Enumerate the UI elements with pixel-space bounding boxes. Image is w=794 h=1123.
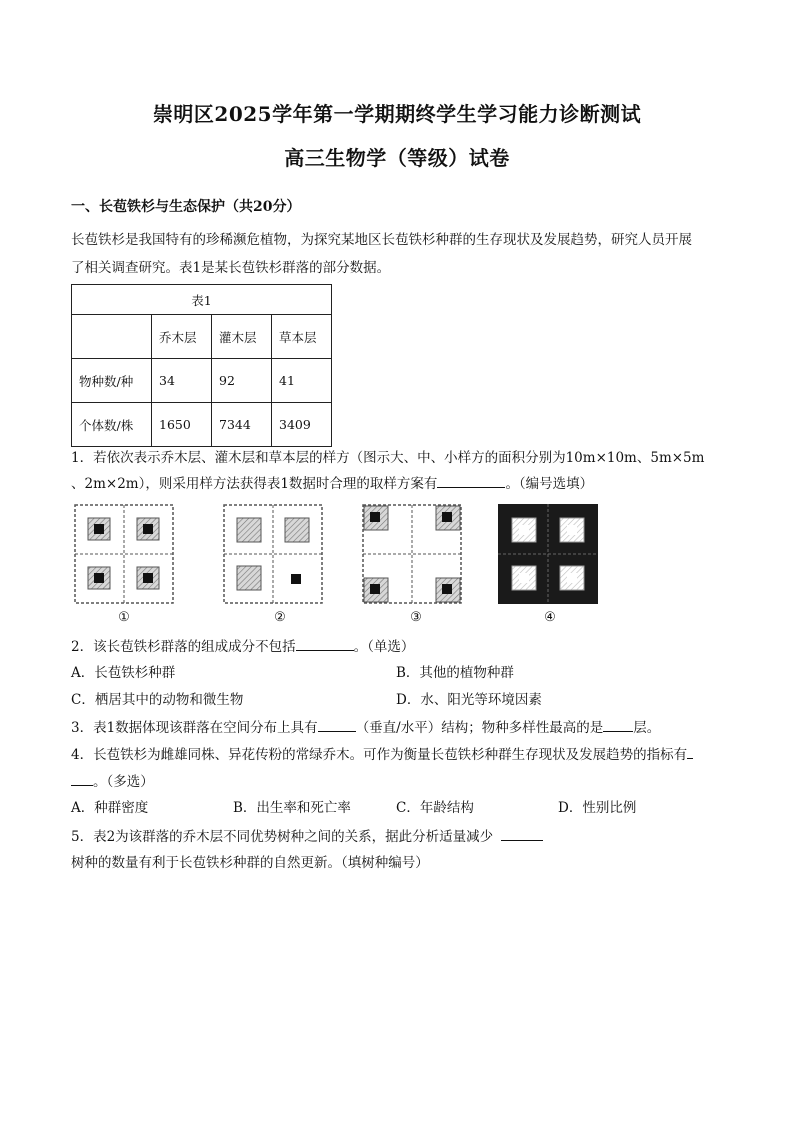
q2-option-a[interactable]: A．长苞铁杉种群 [71,665,176,681]
table-cell: 个体数/株 [72,403,152,447]
q4-option-c[interactable]: C．年龄结构 [396,800,474,816]
q5-line-2: 树种的数量有利于长苞铁杉种群的自然更新。（填树种编号） [71,855,429,871]
quadrat-diagram-2 [223,504,323,604]
figure-label: ④ [544,610,556,625]
q1-line-2-suffix: 。（编号选填） [505,476,594,492]
intro-line-1: 长苞铁杉是我国特有的珍稀濒危植物，为探究某地区长苞铁杉种群的生存现状及发展趋势，研究人员开展 [71,232,692,248]
table-cell: 1650 [152,403,212,447]
q4-line-1 [71,744,693,765]
intro-line-2: 了相关调查研究。表1是某长苞铁杉群落的部分数据。 [71,260,391,276]
table-caption: 表1 [72,285,332,315]
q4-option-b[interactable]: B．出生率和死亡率 [233,800,351,816]
answer-blank[interactable] [687,744,693,759]
answer-blank[interactable] [71,771,93,786]
table-header-cell [72,315,152,359]
table-cell: 92 [212,359,272,403]
quadrat-diagram-1 [74,504,174,604]
q4-option-a[interactable]: A．种群密度 [71,800,149,816]
q5-text-1: 5．表2为该群落的乔木层不同优势树种之间的关系，据此分析适量减少 [71,829,494,845]
table-header-cell: 乔木层 [152,315,212,359]
table-header-cell: 灌木层 [212,315,272,359]
q2-stem-suffix: 。（单选） [353,639,415,655]
table-cell: 34 [152,359,212,403]
q2-option-d[interactable]: D．水、阳光等环境因素 [396,692,542,708]
q3-stem [71,717,660,738]
answer-blank[interactable] [501,826,543,841]
q2-stem-text: 2．该长苞铁杉群落的组成成分不包括 [71,639,296,655]
exam-title: 崇明区2025学年第一学期期终学生学习能力诊断测试 [152,102,642,126]
answer-blank[interactable] [437,473,505,488]
table-header-cell: 草本层 [272,315,332,359]
q5-line-1 [71,826,543,847]
quadrat-diagram-4 [498,504,598,604]
q1-line-1: 1．若依次表示乔木层、灌木层和草本层的样方（图示大、中、小样方的面积分别为10m×10m、5m×5m [71,450,705,466]
figure-label: ③ [410,610,422,625]
section-heading: 一、长苞铁杉与生态保护（共20分） [71,199,301,215]
q3-text-3: 层。 [633,720,661,736]
q3-text-1: 3．表1数据体现该群落在空间分布上具有 [71,720,318,736]
q1-line-2-text: 、2m×2m），则采用样方法获得表1数据时合理的取样方案有 [71,476,438,492]
q2-stem [71,636,414,657]
q4-text-2: 。（多选） [93,774,154,790]
answer-blank[interactable] [603,717,633,732]
q4-line-2 [71,771,154,792]
q2-option-c[interactable]: C．栖居其中的动物和微生物 [71,692,244,708]
q4-option-d[interactable]: D．性别比例 [558,800,637,816]
q4-text-1: 4．长苞铁杉为雌雄同株、异花传粉的常绿乔木。可作为衡量长苞铁杉种群生存现状及发展趋势的指标有 [71,747,688,763]
answer-blank[interactable] [296,636,354,651]
table-cell: 41 [272,359,332,403]
quadrat-diagram-3 [362,504,462,604]
exam-subtitle: 高三生物学（等级）试卷 [284,146,510,170]
table-row [72,359,332,403]
figure-label: ① [118,610,130,625]
q2-option-b[interactable]: B．其他的植物种群 [396,665,514,681]
table-row [72,403,332,447]
table-cell: 7344 [212,403,272,447]
answer-blank[interactable] [318,717,356,732]
table-cell: 3409 [272,403,332,447]
figure-label: ② [274,610,286,625]
data-table-1 [71,284,332,447]
q3-text-2: （垂直/水平）结构；物种多样性最高的是 [355,720,604,736]
table-cell: 物种数/种 [72,359,152,403]
q1-line-2 [71,473,593,494]
